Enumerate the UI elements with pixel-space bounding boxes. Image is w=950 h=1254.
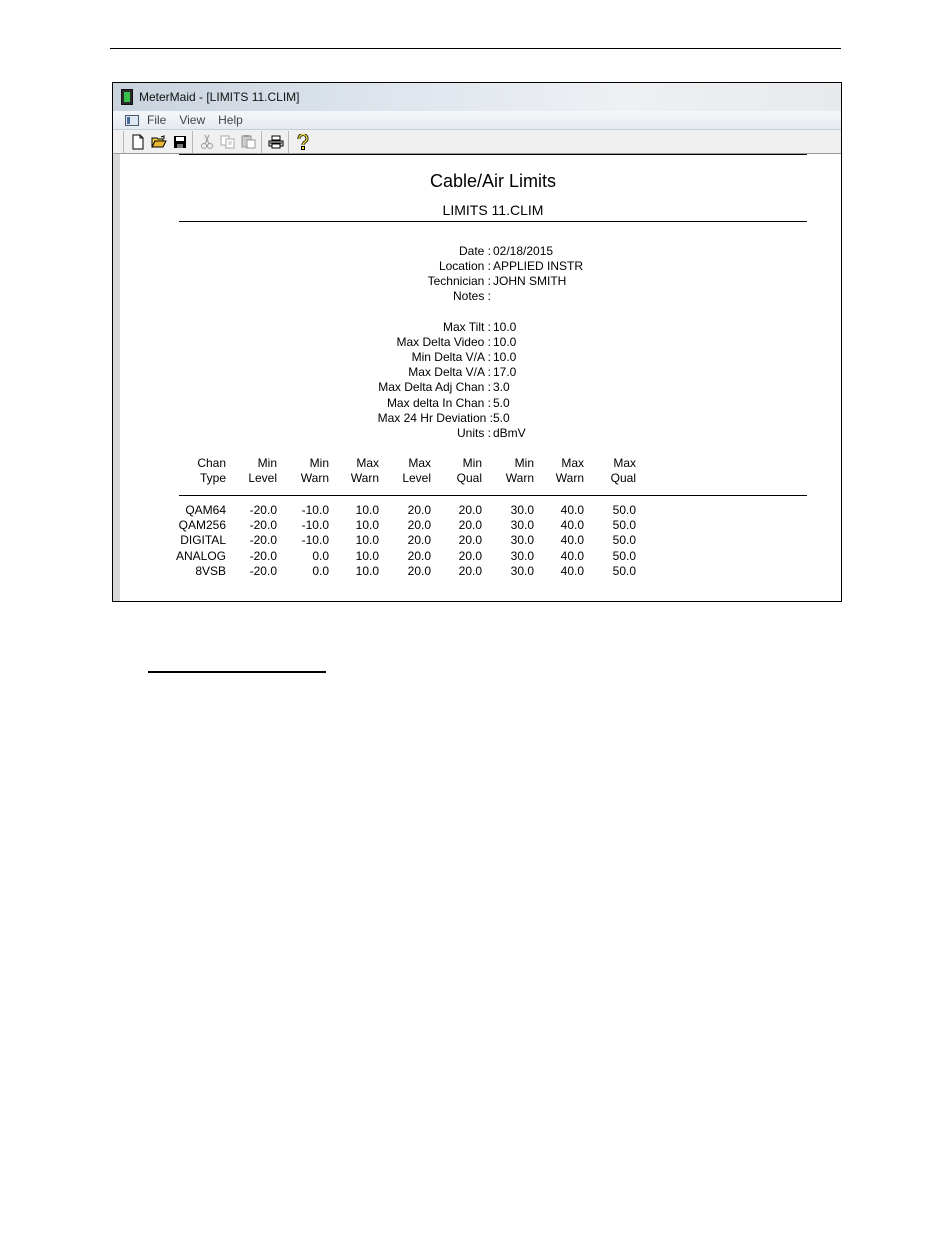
title-bar[interactable]	[113, 83, 841, 111]
limit-label: Max delta In Chan :	[386, 396, 491, 410]
header-line-top: Min	[257, 456, 277, 470]
help-icon	[297, 134, 309, 150]
header-line-bottom: Warn	[555, 471, 584, 485]
table-cell: 10.0	[355, 533, 379, 548]
header-line-bottom: Level	[248, 471, 277, 485]
table-cell: 40.0	[560, 503, 584, 517]
table-cell: 50.0	[612, 548, 636, 563]
limit-row-max-delta-video	[179, 335, 807, 350]
limit-row-max-24hr-deviation	[179, 411, 807, 426]
table-cell: 30.0	[510, 533, 534, 548]
table-cell: 20.0	[407, 518, 431, 533]
new-button[interactable]	[127, 132, 148, 152]
info-row-notes	[179, 289, 807, 304]
table-row-channel: ANALOG	[175, 548, 226, 563]
table-cell: 40.0	[560, 563, 584, 578]
copy-button[interactable]	[217, 132, 238, 152]
print-icon	[268, 135, 284, 149]
limit-label: Max Tilt :	[442, 320, 491, 334]
header-line-top: Min	[309, 456, 329, 470]
table-cell: 20.0	[407, 533, 431, 548]
table-header-cell	[556, 456, 636, 486]
report-viewport[interactable]	[113, 154, 841, 602]
info-label: Location :	[438, 259, 491, 273]
limit-label: Max 24 Hr Deviation :	[377, 411, 493, 425]
toolbar-group-file	[123, 131, 192, 153]
header-line-bottom: Warn	[300, 471, 329, 485]
header-line-top: Max	[613, 456, 636, 470]
table-cell: 10.0	[355, 548, 379, 563]
info-label: Notes :	[452, 289, 491, 303]
table-cell: -20.0	[249, 503, 277, 517]
table-cell: 20.0	[407, 503, 431, 517]
page-header-rule	[110, 48, 841, 49]
header-line-top: Max	[408, 456, 431, 470]
table-cell: 50.0	[612, 563, 636, 578]
table-header-rule	[179, 495, 807, 496]
info-row-location	[179, 259, 807, 274]
limit-row-max-delta-va	[179, 365, 807, 380]
table-cell: 20.0	[407, 548, 431, 563]
cut-icon	[200, 134, 214, 150]
table-cell: 30.0	[510, 503, 534, 517]
table-cell: 10.0	[355, 518, 379, 533]
limit-value: 3.0	[493, 380, 510, 394]
document-icon[interactable]	[125, 115, 139, 126]
limit-value: 10.0	[493, 335, 517, 349]
limit-label: Max Delta Video :	[396, 335, 491, 349]
limit-value: dBmV	[493, 426, 526, 440]
table-row-channel: 8VSB	[195, 563, 226, 578]
window-title: MeterMaid - [LIMITS 11.CLIM]	[139, 90, 300, 104]
table-cell: 20.0	[458, 503, 482, 517]
limit-row-max-delta-in-chan	[179, 396, 807, 411]
cut-button[interactable]	[196, 132, 217, 152]
table-cell: -20.0	[249, 533, 277, 548]
header-line-top: Max	[356, 456, 379, 470]
table-cell: 20.0	[458, 548, 482, 563]
limit-label: Max Delta Adj Chan :	[378, 380, 491, 394]
table-cell: 20.0	[407, 563, 431, 578]
info-row-date	[179, 244, 807, 259]
menu-view[interactable]: View	[179, 113, 206, 127]
table-cell: -10.0	[301, 518, 329, 533]
info-label: Technician :	[427, 274, 491, 288]
limit-row-units	[179, 426, 807, 441]
toolbar-group-help	[288, 131, 315, 153]
print-button[interactable]	[265, 132, 286, 152]
header-line-bottom: Warn	[505, 471, 534, 485]
limit-label: Units :	[456, 426, 491, 440]
copy-icon	[220, 135, 236, 149]
table-cell: -10.0	[301, 503, 329, 517]
header-line-bottom: Qual	[456, 471, 482, 485]
table-row-channel: QAM64	[185, 503, 226, 517]
limit-row-min-delta-va	[179, 350, 807, 365]
header-line-top: Min	[462, 456, 482, 470]
limit-value: 5.0	[493, 396, 510, 410]
table-cell: 10.0	[355, 503, 379, 517]
menu-file[interactable]: File	[147, 113, 167, 127]
table-cell: 50.0	[612, 518, 636, 533]
limit-row-max-delta-adj-chan	[179, 380, 807, 395]
table-cell: 50.0	[612, 503, 636, 517]
limit-value: 10.0	[493, 350, 517, 364]
table-row-channel: DIGITAL	[180, 533, 226, 548]
header-line-top: Chan	[197, 456, 226, 470]
report-top-rule	[179, 154, 807, 155]
table-cell: 30.0	[510, 518, 534, 533]
report-subtitle: LIMITS 11.CLIM	[442, 202, 544, 218]
paste-button[interactable]	[238, 132, 259, 152]
save-button[interactable]	[169, 132, 190, 152]
limit-value: 10.0	[493, 320, 517, 334]
header-line-bottom: Type	[199, 471, 226, 485]
table-cell: 0.0	[312, 548, 329, 563]
menu-help[interactable]: Help	[218, 113, 243, 127]
header-line-top: Max	[561, 456, 584, 470]
open-button[interactable]	[148, 132, 169, 152]
limit-label: Min Delta V/A :	[411, 350, 491, 364]
help-button[interactable]	[292, 132, 313, 152]
table-cell: 40.0	[560, 533, 584, 548]
report-title-rule	[179, 221, 807, 222]
info-value: APPLIED INSTR	[493, 259, 584, 273]
table-cell: 0.0	[312, 563, 329, 578]
limit-value: 17.0	[493, 365, 517, 379]
app-icon	[121, 89, 133, 105]
info-value: JOHN SMITH	[493, 274, 567, 288]
section-underline	[148, 671, 326, 673]
table-cell: 30.0	[510, 548, 534, 563]
table-cell: -10.0	[301, 533, 329, 548]
limit-label: Max Delta V/A :	[408, 365, 491, 379]
table-cell: -20.0	[249, 548, 277, 563]
table-cell: 50.0	[612, 533, 636, 548]
info-value: 02/18/2015	[493, 244, 554, 258]
metermaid-window	[112, 82, 842, 602]
toolbar	[113, 130, 841, 154]
limit-row-max-tilt	[179, 320, 807, 335]
save-icon	[173, 135, 187, 149]
header-line-bottom: Warn	[350, 471, 379, 485]
info-label: Date :	[458, 244, 491, 258]
report-title: Cable/Air Limits	[429, 171, 557, 191]
table-cell: -20.0	[249, 563, 277, 578]
header-line-bottom: Qual	[610, 471, 636, 485]
toolbar-group-edit	[192, 131, 261, 153]
open-icon	[151, 135, 167, 149]
paste-icon	[241, 134, 257, 149]
table-cell: 40.0	[560, 518, 584, 533]
table-cell: 20.0	[458, 533, 482, 548]
new-icon	[131, 134, 145, 150]
limit-value: 5.0	[493, 411, 510, 425]
info-row-technician	[179, 274, 807, 289]
header-line-bottom: Level	[402, 471, 431, 485]
table-cell: 30.0	[510, 563, 534, 578]
table-cell: 10.0	[355, 563, 379, 578]
table-cell: 20.0	[458, 563, 482, 578]
toolbar-group-print	[261, 131, 288, 153]
table-cell: 20.0	[458, 518, 482, 533]
header-line-top: Min	[514, 456, 534, 470]
table-cell: -20.0	[249, 518, 277, 533]
table-cell: 40.0	[560, 548, 584, 563]
table-row-channel: QAM256	[178, 518, 226, 533]
menu-bar	[113, 111, 841, 130]
report-page	[175, 154, 807, 602]
